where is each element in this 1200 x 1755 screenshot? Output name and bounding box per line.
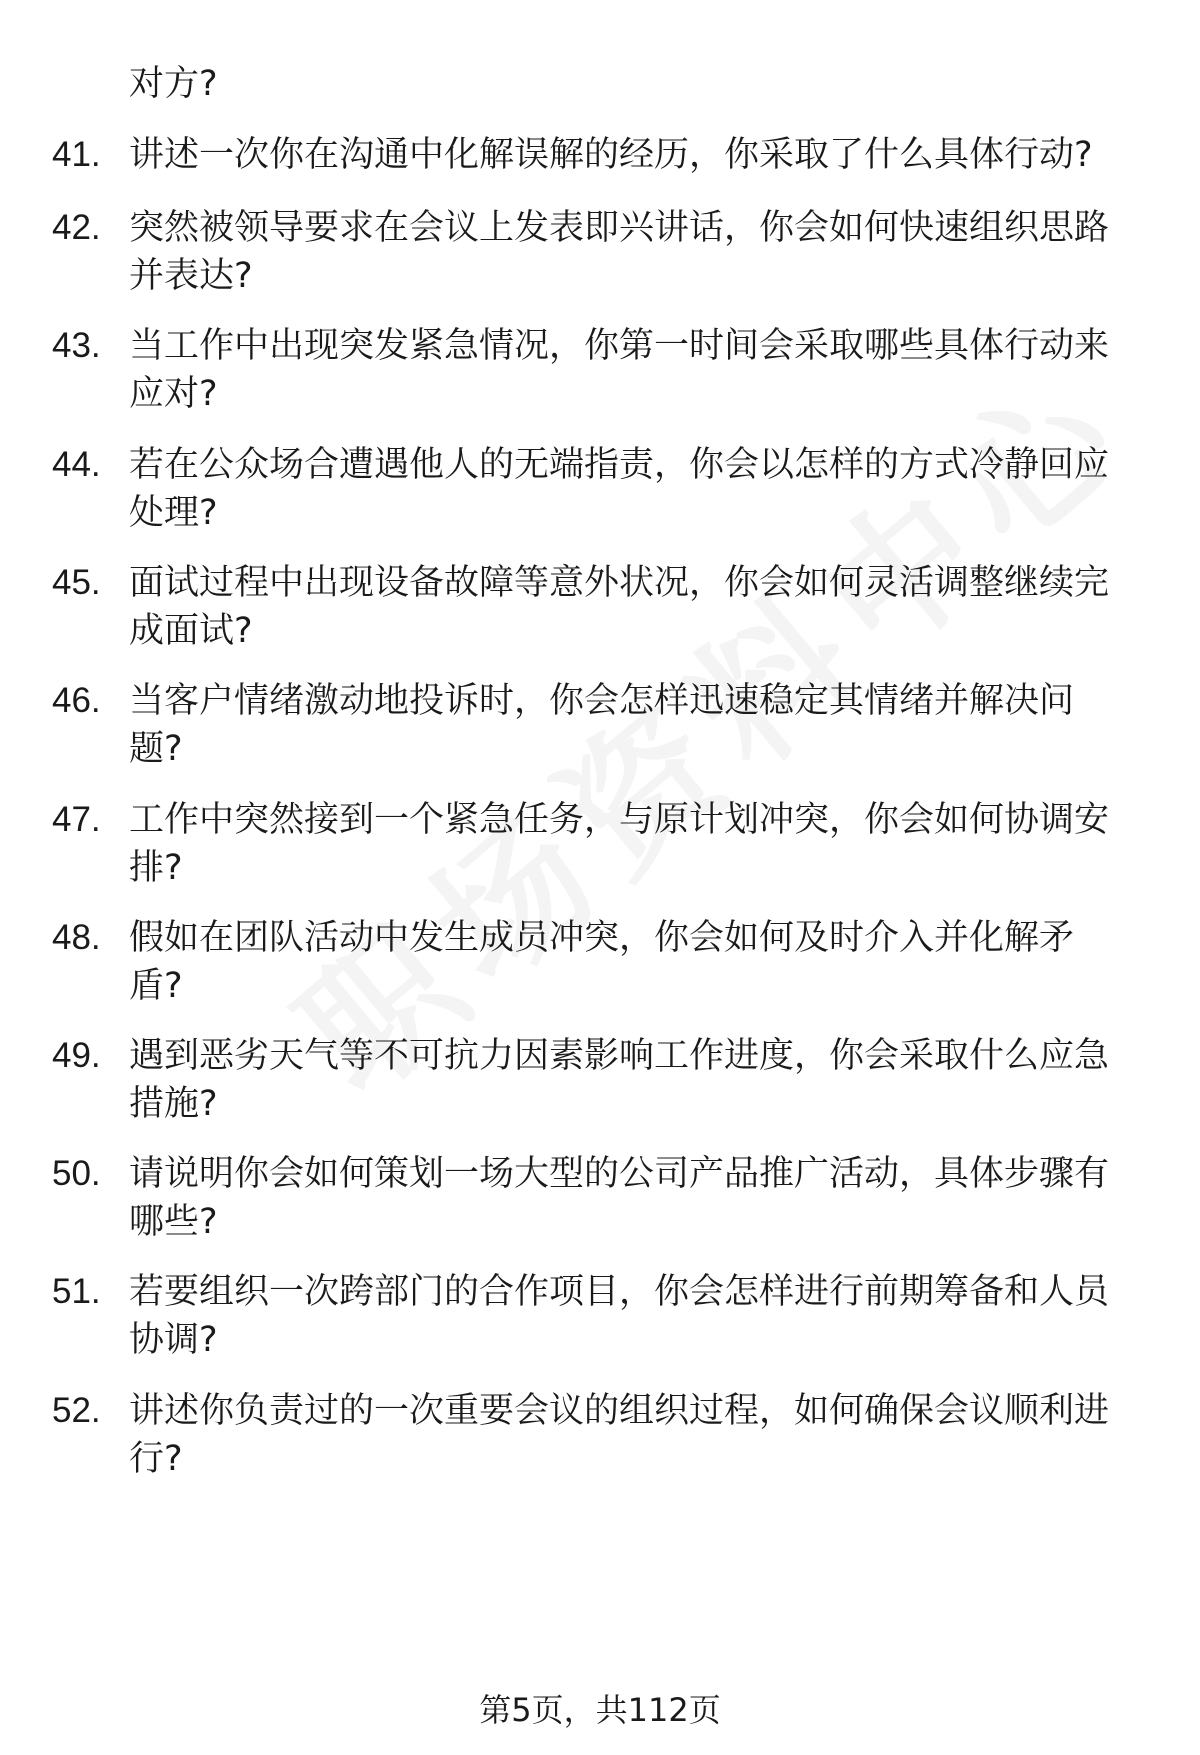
question-line: 哪些?: [129, 1202, 218, 1242]
question-number: 41.: [52, 135, 101, 174]
question-line: 措施?: [129, 1084, 218, 1124]
question-line: 协调?: [129, 1320, 218, 1360]
question-number: 51.: [52, 1272, 101, 1311]
question-text: [129, 559, 1144, 655]
question-line: 面试过程中出现设备故障等意外状况，你会如何灵活调整继续完: [129, 563, 1110, 603]
question-line: 若在公众场合遭遇他人的无端指责，你会以怎样的方式冷静回应: [129, 445, 1110, 485]
question-line: 盾?: [129, 966, 183, 1006]
question-line: 并表达?: [129, 256, 253, 296]
question-line: 成面试?: [129, 611, 253, 651]
question-text: [129, 1268, 1144, 1364]
question-line: 工作中突然接到一个紧急任务，与原计划冲突，你会如何协调安: [129, 800, 1110, 840]
question-number: 47.: [52, 800, 101, 839]
question-text: [129, 131, 1144, 179]
question-line: 处理?: [129, 493, 218, 533]
question-line: 讲述一次你在沟通中化解误解的经历，你采取了什么具体行动?: [129, 135, 1093, 175]
question-line: 题?: [129, 729, 183, 769]
question-number: 46.: [52, 681, 101, 720]
question-number: 43.: [52, 326, 101, 365]
question-line: 若要组织一次跨部门的合作项目，你会怎样进行前期筹备和人员: [129, 1272, 1110, 1312]
question-text: [129, 1150, 1144, 1246]
question-number: 44.: [52, 445, 101, 484]
question-number: 45.: [52, 563, 101, 602]
question-line: 排?: [129, 848, 183, 888]
question-text: [129, 1032, 1144, 1128]
question-number: 50.: [52, 1154, 101, 1193]
question-text: [129, 204, 1144, 300]
question-line: 行?: [129, 1439, 183, 1479]
question-line: 请说明你会如何策划一场大型的公司产品推广活动，具体步骤有: [129, 1154, 1110, 1194]
question-number: 52.: [52, 1391, 101, 1430]
question-text: [129, 914, 1144, 1010]
page-footer: 第5页，共112页: [479, 1691, 721, 1729]
question-line: 当客户情绪激动地投诉时，你会怎样迅速稳定其情绪并解决问: [129, 681, 1075, 721]
question-text: [129, 796, 1144, 892]
question-line: 遇到恶劣天气等不可抗力因素影响工作进度，你会采取什么应急: [129, 1036, 1110, 1076]
question-line: 突然被领导要求在会议上发表即兴讲话，你会如何快速组织思路: [129, 208, 1110, 248]
question-number: 42.: [52, 208, 101, 247]
question-text: [129, 677, 1144, 773]
question-line: 应对?: [129, 374, 218, 414]
question-line: 假如在团队活动中发生成员冲突，你会如何及时介入并化解矛: [129, 918, 1075, 958]
question-text: [129, 322, 1144, 418]
question-line: 讲述你负责过的一次重要会议的组织过程，如何确保会议顺利进: [129, 1391, 1110, 1431]
question-text: [129, 1387, 1144, 1483]
question-number: 49.: [52, 1036, 101, 1075]
question-number: 48.: [52, 918, 101, 957]
continuation-text: 对方?: [129, 64, 218, 104]
question-text: [129, 441, 1144, 537]
question-line: 当工作中出现突发紧急情况，你第一时间会采取哪些具体行动来: [129, 326, 1110, 366]
